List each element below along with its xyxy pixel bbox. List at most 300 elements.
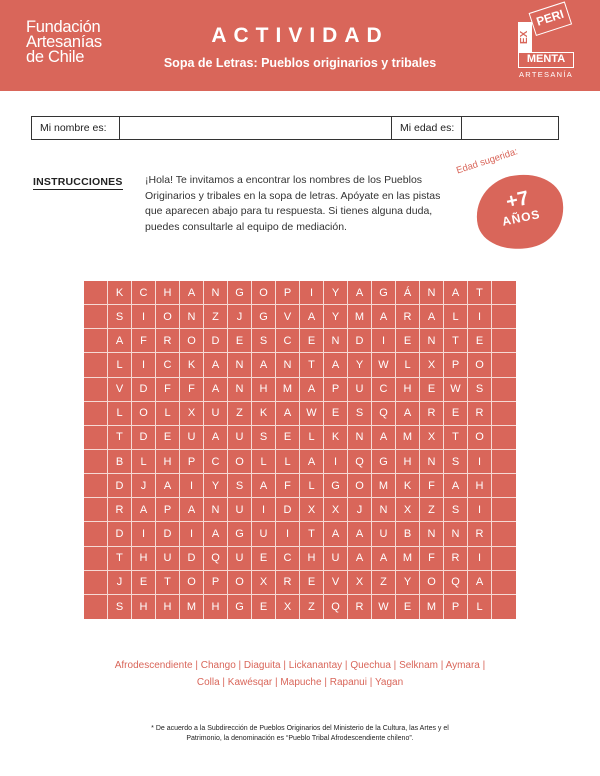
grid-letter[interactable]: G: [372, 450, 396, 474]
grid-letter[interactable]: R: [276, 571, 300, 595]
grid-letter[interactable]: Z: [372, 571, 396, 595]
grid-letter[interactable]: N: [228, 353, 252, 377]
grid-letter[interactable]: D: [108, 474, 132, 498]
grid-letter[interactable]: F: [180, 378, 204, 402]
grid-letter[interactable]: P: [444, 595, 468, 619]
grid-letter[interactable]: [492, 402, 516, 426]
grid-letter[interactable]: H: [300, 547, 324, 571]
logo-bottom-text: MENTA: [518, 52, 574, 68]
grid-letter[interactable]: R: [420, 402, 444, 426]
grid-letter[interactable]: Y: [324, 281, 348, 305]
grid-letter[interactable]: U: [252, 522, 276, 546]
grid-letter[interactable]: M: [180, 595, 204, 619]
instructions-text: ¡Hola! Te invitamos a encontrar los nombres de los Pueblos Originarios y tribales en la sopa de letras. Apóyate en las pistas que aparecen abajo para tu respuesta. Si tienes alguna duda, puedes consultarle al equipo de mediación.: [145, 174, 441, 233]
grid-letter[interactable]: P: [156, 498, 180, 522]
grid-letter[interactable]: N: [420, 522, 444, 546]
footnote: * De acuerdo a la Subdirección de Pueblos Originarios del Ministerio de la Cultura, las Artes y el Patrimonio, la denominación es “Pueblo Tribal Afrodescendiente chileno”.: [151, 725, 449, 742]
word-item: Diaguita: [243, 660, 281, 671]
grid-letter[interactable]: F: [420, 474, 444, 498]
grid-letter[interactable]: O: [468, 353, 492, 377]
grid-letter[interactable]: O: [228, 571, 252, 595]
grid-letter[interactable]: U: [372, 522, 396, 546]
grid-letter[interactable]: T: [444, 329, 468, 353]
grid-letter[interactable]: C: [156, 353, 180, 377]
grid-letter[interactable]: [84, 281, 108, 305]
grid-letter[interactable]: U: [228, 547, 252, 571]
grid-letter[interactable]: [492, 498, 516, 522]
grid-letter[interactable]: P: [180, 450, 204, 474]
grid-letter[interactable]: W: [372, 353, 396, 377]
grid-letter[interactable]: N: [324, 329, 348, 353]
grid-letter[interactable]: X: [420, 426, 444, 450]
grid-letter[interactable]: H: [156, 595, 180, 619]
word-list: [100, 657, 500, 691]
grid-letter[interactable]: R: [444, 547, 468, 571]
word-item: Afrodescendiente: [114, 660, 193, 671]
grid-letter[interactable]: [492, 522, 516, 546]
grid-letter[interactable]: L: [108, 402, 132, 426]
grid-letter[interactable]: L: [300, 474, 324, 498]
grid-letter[interactable]: [84, 402, 108, 426]
grid-letter[interactable]: R: [108, 498, 132, 522]
word-item: Lickanantay: [288, 660, 343, 671]
grid-letter[interactable]: F: [156, 378, 180, 402]
grid-letter[interactable]: E: [276, 426, 300, 450]
grid-letter[interactable]: M: [396, 547, 420, 571]
grid-letter[interactable]: N: [204, 498, 228, 522]
grid-letter[interactable]: C: [204, 450, 228, 474]
grid-letter[interactable]: [492, 426, 516, 450]
grid-letter[interactable]: K: [252, 402, 276, 426]
word-separator: |: [272, 677, 281, 688]
grid-letter[interactable]: O: [156, 305, 180, 329]
grid-letter[interactable]: I: [276, 522, 300, 546]
grid-letter[interactable]: F: [420, 547, 444, 571]
grid-letter[interactable]: E: [420, 378, 444, 402]
grid-letter[interactable]: A: [180, 281, 204, 305]
word-item: Chango: [200, 660, 236, 671]
word-item: Kawésqar: [227, 677, 273, 688]
grid-letter[interactable]: C: [132, 281, 156, 305]
word-separator: |: [479, 660, 486, 671]
grid-letter[interactable]: [492, 305, 516, 329]
grid-letter[interactable]: [84, 426, 108, 450]
grid-letter[interactable]: B: [108, 450, 132, 474]
grid-letter[interactable]: Y: [324, 305, 348, 329]
grid-letter[interactable]: D: [348, 329, 372, 353]
grid-letter[interactable]: P: [444, 353, 468, 377]
grid-letter[interactable]: H: [396, 378, 420, 402]
grid-letter[interactable]: N: [228, 378, 252, 402]
grid-letter[interactable]: A: [180, 498, 204, 522]
grid-letter[interactable]: H: [132, 595, 156, 619]
grid-letter[interactable]: L: [276, 450, 300, 474]
grid-letter[interactable]: Q: [372, 402, 396, 426]
grid-letter[interactable]: S: [252, 426, 276, 450]
grid-letter[interactable]: O: [180, 329, 204, 353]
grid-letter[interactable]: A: [252, 353, 276, 377]
grid-letter[interactable]: A: [300, 378, 324, 402]
grid-letter[interactable]: E: [324, 402, 348, 426]
grid-letter[interactable]: I: [372, 329, 396, 353]
grid-letter[interactable]: G: [324, 474, 348, 498]
grid-letter[interactable]: C: [372, 378, 396, 402]
grid-letter[interactable]: C: [276, 329, 300, 353]
grid-letter[interactable]: J: [132, 474, 156, 498]
grid-letter[interactable]: O: [252, 281, 276, 305]
grid-letter[interactable]: E: [132, 571, 156, 595]
grid-letter[interactable]: J: [228, 305, 252, 329]
grid-letter[interactable]: R: [396, 305, 420, 329]
grid-letter[interactable]: T: [468, 281, 492, 305]
student-info-box: [31, 116, 559, 140]
grid-letter[interactable]: A: [204, 522, 228, 546]
grid-letter[interactable]: H: [396, 450, 420, 474]
grid-letter[interactable]: A: [444, 281, 468, 305]
grid-letter[interactable]: A: [348, 281, 372, 305]
grid-letter[interactable]: [84, 474, 108, 498]
grid-letter[interactable]: A: [372, 426, 396, 450]
page-subtitle: Sopa de Letras: Pueblos originarios y tribales: [163, 56, 437, 70]
grid-letter[interactable]: E: [468, 329, 492, 353]
grid-letter[interactable]: E: [300, 571, 324, 595]
grid-letter[interactable]: H: [156, 450, 180, 474]
grid-letter[interactable]: U: [156, 547, 180, 571]
grid-letter[interactable]: E: [444, 402, 468, 426]
age-unit: AÑOS: [500, 207, 542, 229]
grid-letter[interactable]: S: [444, 450, 468, 474]
word-item: Rapanui: [329, 677, 367, 688]
grid-letter[interactable]: D: [276, 498, 300, 522]
grid-letter[interactable]: N: [420, 450, 444, 474]
grid-letter[interactable]: B: [396, 522, 420, 546]
brand-line: de Chile: [26, 48, 85, 66]
grid-letter[interactable]: Q: [444, 571, 468, 595]
grid-letter[interactable]: N: [180, 305, 204, 329]
word-item: Selknam: [399, 660, 438, 671]
grid-letter[interactable]: [84, 571, 108, 595]
grid-letter[interactable]: J: [108, 571, 132, 595]
grid-letter[interactable]: T: [108, 426, 132, 450]
grid-letter[interactable]: O: [180, 571, 204, 595]
grid-letter[interactable]: [84, 305, 108, 329]
grid-letter[interactable]: E: [396, 595, 420, 619]
grid-letter[interactable]: S: [348, 402, 372, 426]
grid-letter[interactable]: E: [252, 595, 276, 619]
grid-letter[interactable]: A: [276, 402, 300, 426]
grid-letter[interactable]: I: [132, 522, 156, 546]
brand-line: Artesanías: [26, 33, 102, 51]
grid-letter[interactable]: G: [228, 595, 252, 619]
grid-letter[interactable]: G: [252, 305, 276, 329]
grid-letter[interactable]: Á: [396, 281, 420, 305]
grid-letter[interactable]: N: [420, 329, 444, 353]
grid-letter[interactable]: K: [396, 474, 420, 498]
grid-letter[interactable]: A: [204, 378, 228, 402]
grid-letter[interactable]: E: [396, 329, 420, 353]
grid-letter[interactable]: A: [372, 547, 396, 571]
grid-letter[interactable]: L: [108, 353, 132, 377]
grid-letter[interactable]: [84, 329, 108, 353]
grid-letter[interactable]: U: [228, 426, 252, 450]
brand-line: Fundación: [26, 18, 101, 36]
grid-letter[interactable]: Q: [348, 450, 372, 474]
grid-letter[interactable]: A: [444, 474, 468, 498]
grid-letter[interactable]: D: [132, 426, 156, 450]
grid-letter[interactable]: G: [228, 522, 252, 546]
grid-letter[interactable]: R: [468, 522, 492, 546]
grid-letter[interactable]: H: [156, 281, 180, 305]
grid-letter[interactable]: A: [108, 329, 132, 353]
grid-letter[interactable]: U: [348, 378, 372, 402]
grid-letter[interactable]: R: [468, 402, 492, 426]
name-label: Mi nombre es:: [32, 117, 120, 139]
grid-letter[interactable]: X: [276, 595, 300, 619]
word-separator: |: [219, 677, 228, 688]
grid-letter[interactable]: V: [276, 305, 300, 329]
grid-letter[interactable]: A: [468, 571, 492, 595]
grid-letter[interactable]: [492, 547, 516, 571]
grid-letter[interactable]: D: [204, 329, 228, 353]
grid-letter[interactable]: M: [396, 426, 420, 450]
experimenta-logo: [516, 6, 576, 79]
grid-letter[interactable]: Q: [204, 547, 228, 571]
grid-letter[interactable]: [84, 498, 108, 522]
age-badge: [469, 167, 570, 258]
grid-letter[interactable]: V: [108, 378, 132, 402]
grid-letter[interactable]: K: [108, 281, 132, 305]
word-item: Aymara: [445, 660, 480, 671]
grid-letter[interactable]: [492, 571, 516, 595]
grid-letter[interactable]: F: [132, 329, 156, 353]
grid-letter[interactable]: [492, 353, 516, 377]
grid-letter[interactable]: J: [348, 498, 372, 522]
grid-letter[interactable]: X: [180, 402, 204, 426]
name-field[interactable]: [120, 117, 392, 139]
grid-letter[interactable]: K: [180, 353, 204, 377]
grid-letter[interactable]: [84, 522, 108, 546]
word-item: Yagan: [374, 677, 404, 688]
grid-letter[interactable]: D: [156, 522, 180, 546]
grid-letter[interactable]: [84, 378, 108, 402]
grid-letter[interactable]: N: [444, 522, 468, 546]
grid-letter[interactable]: N: [372, 498, 396, 522]
grid-letter[interactable]: A: [324, 353, 348, 377]
grid-letter[interactable]: M: [276, 378, 300, 402]
grid-letter[interactable]: S: [228, 474, 252, 498]
grid-letter[interactable]: D: [132, 378, 156, 402]
grid-letter[interactable]: G: [228, 281, 252, 305]
word-item: Quechua: [350, 660, 391, 671]
grid-letter[interactable]: K: [324, 426, 348, 450]
word-item: Mapuche: [280, 677, 322, 688]
grid-letter[interactable]: X: [396, 498, 420, 522]
grid-letter[interactable]: L: [396, 353, 420, 377]
grid-letter[interactable]: V: [324, 571, 348, 595]
grid-letter[interactable]: H: [252, 378, 276, 402]
grid-letter[interactable]: [84, 595, 108, 619]
word-separator: |: [342, 660, 351, 671]
grid-letter[interactable]: S: [108, 305, 132, 329]
grid-letter[interactable]: L: [132, 450, 156, 474]
grid-letter[interactable]: S: [252, 329, 276, 353]
grid-letter[interactable]: P: [276, 281, 300, 305]
grid-letter[interactable]: A: [300, 305, 324, 329]
grid-letter[interactable]: L: [444, 305, 468, 329]
grid-letter[interactable]: W: [372, 595, 396, 619]
grid-letter[interactable]: [492, 474, 516, 498]
grid-letter[interactable]: A: [348, 522, 372, 546]
grid-letter[interactable]: D: [108, 522, 132, 546]
grid-letter[interactable]: N: [204, 281, 228, 305]
grid-letter[interactable]: I: [180, 474, 204, 498]
grid-letter[interactable]: [492, 329, 516, 353]
grid-letter[interactable]: L: [252, 450, 276, 474]
grid-letter[interactable]: O: [468, 426, 492, 450]
grid-letter[interactable]: [492, 281, 516, 305]
grid-letter[interactable]: T: [444, 426, 468, 450]
grid-letter[interactable]: I: [132, 353, 156, 377]
grid-letter[interactable]: [492, 378, 516, 402]
grid-letter[interactable]: T: [156, 571, 180, 595]
grid-letter[interactable]: H: [132, 547, 156, 571]
grid-letter[interactable]: A: [420, 305, 444, 329]
grid-letter[interactable]: C: [276, 547, 300, 571]
page-title: ACTIVIDAD: [211, 24, 389, 47]
grid-letter[interactable]: A: [204, 353, 228, 377]
grid-letter[interactable]: M: [372, 474, 396, 498]
grid-letter[interactable]: [492, 595, 516, 619]
grid-letter[interactable]: A: [156, 474, 180, 498]
grid-letter[interactable]: L: [468, 595, 492, 619]
grid-letter[interactable]: I: [300, 281, 324, 305]
grid-letter[interactable]: H: [204, 595, 228, 619]
grid-letter[interactable]: E: [156, 426, 180, 450]
word-separator: |: [280, 660, 289, 671]
grid-letter[interactable]: A: [132, 498, 156, 522]
grid-letter[interactable]: U: [228, 498, 252, 522]
grid-letter[interactable]: A: [300, 450, 324, 474]
grid-letter[interactable]: X: [348, 571, 372, 595]
grid-letter[interactable]: S: [108, 595, 132, 619]
grid-letter[interactable]: R: [156, 329, 180, 353]
age-label: Mi edad es:: [392, 117, 462, 139]
grid-letter[interactable]: I: [252, 498, 276, 522]
grid-letter[interactable]: T: [300, 522, 324, 546]
grid-letter[interactable]: X: [324, 498, 348, 522]
grid-letter[interactable]: Z: [420, 498, 444, 522]
grid-letter[interactable]: I: [468, 498, 492, 522]
grid-letter[interactable]: Y: [396, 571, 420, 595]
grid-letter[interactable]: H: [468, 474, 492, 498]
grid-letter[interactable]: M: [420, 595, 444, 619]
header-banner: [0, 0, 600, 91]
grid-letter[interactable]: N: [420, 281, 444, 305]
logo-top-text: PERI: [529, 1, 573, 36]
grid-letter[interactable]: E: [252, 547, 276, 571]
grid-letter[interactable]: W: [300, 402, 324, 426]
grid-letter[interactable]: [84, 547, 108, 571]
grid-letter[interactable]: Z: [228, 402, 252, 426]
logo-caption: ARTESANÍA: [518, 70, 574, 79]
grid-letter[interactable]: S: [444, 498, 468, 522]
age-field[interactable]: [462, 117, 558, 139]
grid-letter[interactable]: I: [132, 305, 156, 329]
grid-letter[interactable]: M: [348, 305, 372, 329]
grid-letter[interactable]: I: [468, 450, 492, 474]
grid-letter[interactable]: A: [252, 474, 276, 498]
grid-letter[interactable]: [84, 450, 108, 474]
grid-letter[interactable]: O: [420, 571, 444, 595]
logo-side-text: EX: [518, 22, 532, 52]
grid-letter[interactable]: E: [228, 329, 252, 353]
grid-letter[interactable]: Z: [204, 305, 228, 329]
grid-letter[interactable]: U: [324, 547, 348, 571]
grid-letter[interactable]: Q: [324, 595, 348, 619]
grid-letter[interactable]: O: [348, 474, 372, 498]
word-item: Colla: [196, 677, 220, 688]
grid-letter[interactable]: A: [348, 547, 372, 571]
grid-letter[interactable]: I: [180, 522, 204, 546]
grid-letter[interactable]: P: [324, 378, 348, 402]
grid-letter[interactable]: N: [348, 426, 372, 450]
grid-letter[interactable]: W: [444, 378, 468, 402]
grid-letter[interactable]: U: [180, 426, 204, 450]
age-value: +7: [504, 187, 531, 214]
grid-letter[interactable]: G: [372, 281, 396, 305]
word-separator: |: [366, 677, 375, 688]
instructions-heading: INSTRUCCIONES: [33, 176, 123, 188]
grid-letter[interactable]: F: [276, 474, 300, 498]
grid-letter[interactable]: Z: [300, 595, 324, 619]
grid-letter[interactable]: L: [300, 426, 324, 450]
grid-letter[interactable]: N: [276, 353, 300, 377]
grid-letter[interactable]: [492, 450, 516, 474]
grid-letter[interactable]: T: [300, 353, 324, 377]
grid-letter[interactable]: O: [228, 450, 252, 474]
grid-letter[interactable]: A: [204, 426, 228, 450]
grid-letter[interactable]: P: [204, 571, 228, 595]
grid-letter[interactable]: I: [324, 450, 348, 474]
grid-letter[interactable]: D: [180, 547, 204, 571]
grid-letter[interactable]: U: [204, 402, 228, 426]
grid-letter[interactable]: Y: [348, 353, 372, 377]
word-separator: |: [192, 660, 201, 671]
grid-letter[interactable]: E: [300, 329, 324, 353]
grid-letter[interactable]: A: [324, 522, 348, 546]
grid-letter[interactable]: I: [468, 547, 492, 571]
word-search-grid: [84, 281, 516, 619]
grid-letter[interactable]: A: [372, 305, 396, 329]
grid-letter[interactable]: S: [468, 378, 492, 402]
grid-letter[interactable]: T: [108, 547, 132, 571]
grid-letter[interactable]: X: [420, 353, 444, 377]
word-separator: |: [390, 660, 400, 671]
grid-letter[interactable]: [84, 353, 108, 377]
grid-letter[interactable]: A: [396, 402, 420, 426]
word-separator: |: [437, 660, 446, 671]
brand-logo: [26, 20, 102, 65]
grid-letter[interactable]: L: [156, 402, 180, 426]
grid-letter[interactable]: X: [252, 571, 276, 595]
grid-letter[interactable]: X: [300, 498, 324, 522]
grid-letter[interactable]: O: [132, 402, 156, 426]
word-separator: |: [235, 660, 244, 671]
age-caption: Edad sugerida:: [455, 146, 520, 177]
grid-letter[interactable]: I: [468, 305, 492, 329]
grid-letter[interactable]: Y: [204, 474, 228, 498]
grid-letter[interactable]: R: [348, 595, 372, 619]
